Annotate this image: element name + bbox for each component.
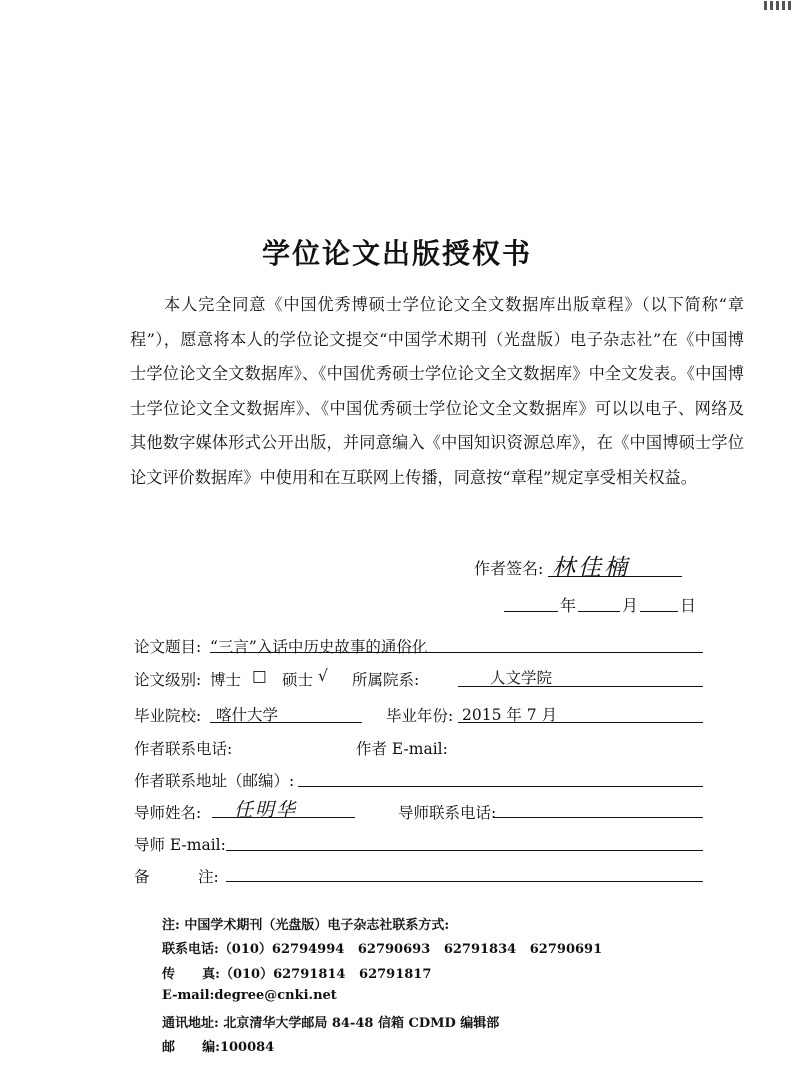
remarks-underline[interactable] — [226, 881, 703, 882]
advisor-name-underline — [212, 817, 355, 818]
signature-underline — [548, 576, 682, 577]
author-email-label: 作者 E-mail: — [356, 740, 448, 758]
notes-fax: 传 真:（010）62791814 62791817 — [162, 967, 432, 982]
school-underline — [210, 722, 362, 723]
advisor-email-label: 导师 E-mail: — [134, 836, 226, 854]
day-blank[interactable] — [640, 611, 678, 612]
level-label: 论文级别: — [134, 671, 202, 689]
remarks-label: 注: — [198, 868, 219, 886]
author-signature: 林佳楠 — [552, 555, 630, 581]
author-signature-label: 作者签名: — [474, 559, 544, 578]
graduation-year-value[interactable]: 2015 年 7 月 — [462, 706, 558, 724]
agreement-paragraph: 本人完全同意《中国优秀博硕士学位论文全文数据库出版章程》（以下简称“章程”），愿意将本人的学位论文提交“中国学术期刊（光盘版）电子杂志社”在《中国博士学位论文全文数据库》、《中国优秀硕士学位论文全文数据库》中全文发表。《中国博士学位论文全文数据库》、《中国优秀硕士学位论文全文数据库》可以以电子、网络及其他数字媒体形式公开出版，并同意编入《中国知识资源总库》，在《中国博硕士学位论文评价数据库》中使用和在互联网上传播，同意按“章程”规定享受相关权益。 — [130, 295, 744, 487]
advisor-signature: 任明华 — [234, 799, 298, 821]
author-phone-label: 作者联系电话: — [134, 740, 233, 758]
advisor-email-underline[interactable] — [226, 850, 703, 851]
advisor-name-label: 导师姓名: — [134, 804, 202, 822]
thesis-title-value[interactable]: “三言”入话中历史故事的通俗化 — [210, 638, 428, 656]
day-label: 日 — [680, 596, 697, 615]
college-underline — [458, 686, 703, 687]
master-checkbox[interactable]: √ — [318, 667, 328, 685]
signature-date — [504, 593, 704, 615]
school-value[interactable]: 喀什大学 — [216, 706, 279, 724]
advisor-phone-underline[interactable] — [494, 817, 703, 818]
doctor-checkbox[interactable]: □ — [252, 667, 267, 685]
college-value[interactable]: 人文学院 — [490, 669, 553, 687]
advisor-phone-label: 导师联系电话: — [398, 804, 497, 822]
graduation-year-underline — [458, 722, 703, 723]
graduation-year-label: 毕业年份: — [386, 707, 454, 725]
thesis-title-underline — [210, 652, 703, 653]
doctor-option: 博士 — [210, 671, 242, 689]
notes-address: 通讯地址: 北京清华大学邮局 84-48 信箱 CDMD 编辑部 — [162, 1016, 500, 1031]
month-blank[interactable] — [578, 611, 620, 612]
year-blank[interactable] — [504, 611, 558, 612]
month-label: 月 — [622, 596, 639, 615]
remarks-label-prefix: 备 — [134, 868, 150, 886]
address-underline[interactable] — [298, 786, 703, 787]
notes-email: E-mail:degree@cnki.net — [162, 988, 337, 1003]
page-title: 学位论文出版授权书 — [261, 237, 532, 270]
notes-postcode: 邮 编:100084 — [162, 1040, 275, 1055]
address-label: 作者联系地址（邮编）: — [134, 772, 295, 790]
college-label: 所属院系: — [352, 671, 420, 689]
master-option: 硕士 — [282, 671, 314, 689]
notes-heading: 注: 中国学术期刊（光盘版）电子杂志社联系方式: — [162, 918, 450, 933]
scan-mark — [762, 0, 794, 12]
year-label: 年 — [560, 596, 577, 615]
school-label: 毕业院校: — [134, 707, 202, 725]
thesis-title-label: 论文题目: — [134, 638, 202, 656]
notes-phone: 联系电话:（010）62794994 62790693 62791834 62790691 — [162, 942, 603, 957]
